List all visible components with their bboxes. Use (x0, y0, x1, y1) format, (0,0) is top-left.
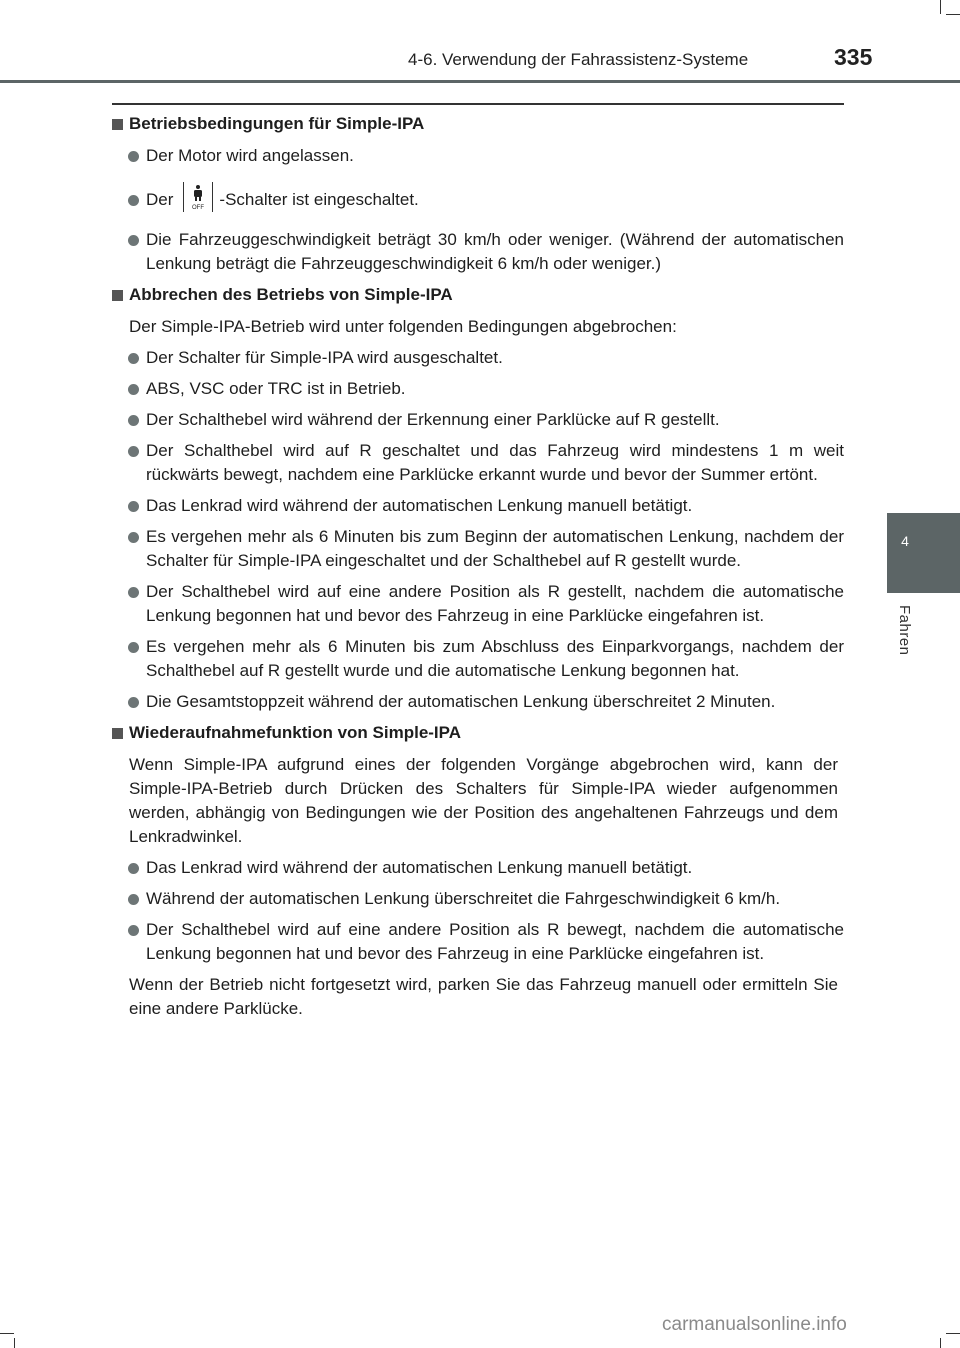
square-bullet-icon (112, 728, 123, 739)
section-outro: Wenn der Betrieb nicht fortgesetzt wird, parken Sie das Fahrzeug manuell oder ermitteln Sie eine andere Parklücke. (129, 975, 838, 1018)
list-item (112, 408, 844, 432)
chapter-label (896, 605, 916, 665)
section-heading-text: Wiederaufnahmefunktion von Simple-IPA (129, 723, 462, 742)
crop-mark (940, 0, 941, 14)
header-rule (0, 80, 960, 83)
list-item (112, 377, 844, 401)
chapter-side-tab (887, 513, 960, 593)
list-item-text: Das Lenkrad wird während der automatischen Lenkung manuell betätigt. (146, 496, 693, 515)
square-bullet-icon (112, 119, 123, 130)
round-bullet-icon (128, 415, 139, 426)
chapter-label-text: Fahren (896, 605, 913, 656)
list-item (112, 228, 844, 276)
svg-text:OFF: OFF (192, 204, 205, 210)
list-item (112, 887, 844, 911)
list-item-text: Der Schalter für Simple-IPA wird ausgeschaltet. (146, 348, 503, 367)
list-item-text: Das Lenkrad wird während der automatischen Lenkung manuell betätigt. (146, 858, 693, 877)
round-bullet-icon (128, 894, 139, 905)
section-intro: Wenn Simple-IPA aufgrund eines der folgenden Vorgänge abgebrochen wird, kann der Simple-IPA-Betrieb durch Drücken des Schalters für Simple-IPA wieder aufgenommen werden, abhängig von Bedingungen wie der Position des angehaltenen Fahrzeugs und dem Lenkradwinkel. (129, 755, 838, 846)
section-rule (112, 103, 844, 105)
simple-ipa-off-switch-icon (183, 182, 213, 212)
round-bullet-icon (128, 642, 139, 653)
crop-mark (946, 14, 960, 15)
list-item-text: Der Schalthebel wird auf R geschaltet und das Fahrzeug wird mindestens 1 m weit rückwärts bewegt, nachdem eine Parklücke erkannt wurde und bevor der Summer ertönt. (146, 441, 844, 484)
round-bullet-icon (128, 925, 139, 936)
section-intro: Der Simple-IPA-Betrieb wird unter folgenden Bedingungen abgebrochen: (129, 317, 677, 336)
section-heading (112, 112, 844, 136)
list-item-text: ABS, VSC oder TRC ist in Betrieb. (146, 379, 406, 398)
chapter-title: 4-6. Verwendung der Fahrassistenz-Systeme (408, 50, 749, 69)
list-item-text: Der Schalthebel wird auf eine andere Position als R gestellt, nachdem die automatische Lenkung begonnen hat und bevor des Fahrzeug in eine Parklücke eingefahren ist. (146, 582, 844, 625)
list-item (112, 580, 844, 628)
round-bullet-icon (128, 587, 139, 598)
round-bullet-icon (128, 151, 139, 162)
crop-mark (946, 1333, 960, 1334)
list-item (112, 635, 844, 683)
list-item-text: Die Fahrzeuggeschwindigkeit beträgt 30 km/h oder weniger. (Während der automatischen Lenkung beträgt die Fahrzeuggeschwindigkeit 6 km/h oder weniger.) (146, 230, 844, 273)
page-number: 335 (834, 44, 873, 70)
list-item (112, 690, 844, 714)
crop-mark (14, 1338, 15, 1348)
list-item (112, 525, 844, 573)
round-bullet-icon (128, 532, 139, 543)
list-item (112, 918, 844, 966)
page-content (112, 112, 844, 1028)
list-item (112, 439, 844, 487)
round-bullet-icon (128, 195, 139, 206)
chapter-number: 4 (901, 533, 909, 549)
list-item (112, 346, 844, 370)
list-item (112, 144, 844, 168)
list-item (112, 494, 844, 518)
list-item-text: Es vergehen mehr als 6 Minuten bis zum Beginn der automatischen Lenkung, nachdem der Schalter für Simple-IPA eingeschaltet und der Schalthebel auf R gestellt wurde. (146, 527, 844, 570)
list-item (112, 188, 844, 212)
crop-mark (0, 1333, 14, 1334)
round-bullet-icon (128, 235, 139, 246)
round-bullet-icon (128, 697, 139, 708)
round-bullet-icon (128, 353, 139, 364)
round-bullet-icon (128, 446, 139, 457)
list-item-text: Die Gesamtstoppzeit während der automatischen Lenkung überschreitet 2 Minuten. (146, 692, 776, 711)
section-heading (112, 283, 844, 307)
watermark: carmanualsonline.info (662, 1314, 847, 1335)
section-heading (112, 721, 844, 745)
list-item-text: Es vergehen mehr als 6 Minuten bis zum Abschluss des Einparkvorgangs, nachdem der Schalthebel auf R gestellt wurde und die automatische Lenkung begonnen hat. (146, 637, 844, 680)
section-heading-text: Abbrechen des Betriebs von Simple-IPA (129, 285, 453, 304)
round-bullet-icon (128, 384, 139, 395)
list-item-text-post: -Schalter ist eingeschaltet. (219, 190, 419, 209)
list-item-text: Der Motor wird angelassen. (146, 146, 354, 165)
list-item-text: Der Schalthebel wird auf eine andere Position als R bewegt, nachdem die automatische Lenkung begonnen hat und bevor des Fahrzeug in eine Parklücke eingefahren ist. (146, 920, 844, 963)
list-item-text: Der Schalthebel wird während der Erkennung einer Parklücke auf R gestellt. (146, 410, 720, 429)
round-bullet-icon (128, 863, 139, 874)
section-heading-text: Betriebsbedingungen für Simple-IPA (129, 114, 425, 133)
crop-mark (940, 1338, 941, 1348)
list-item (112, 856, 844, 880)
square-bullet-icon (112, 290, 123, 301)
round-bullet-icon (128, 501, 139, 512)
list-item-text-pre: Der (146, 190, 174, 209)
list-item-text: Während der automatischen Lenkung überschreitet die Fahrgeschwindigkeit 6 km/h. (146, 889, 781, 908)
